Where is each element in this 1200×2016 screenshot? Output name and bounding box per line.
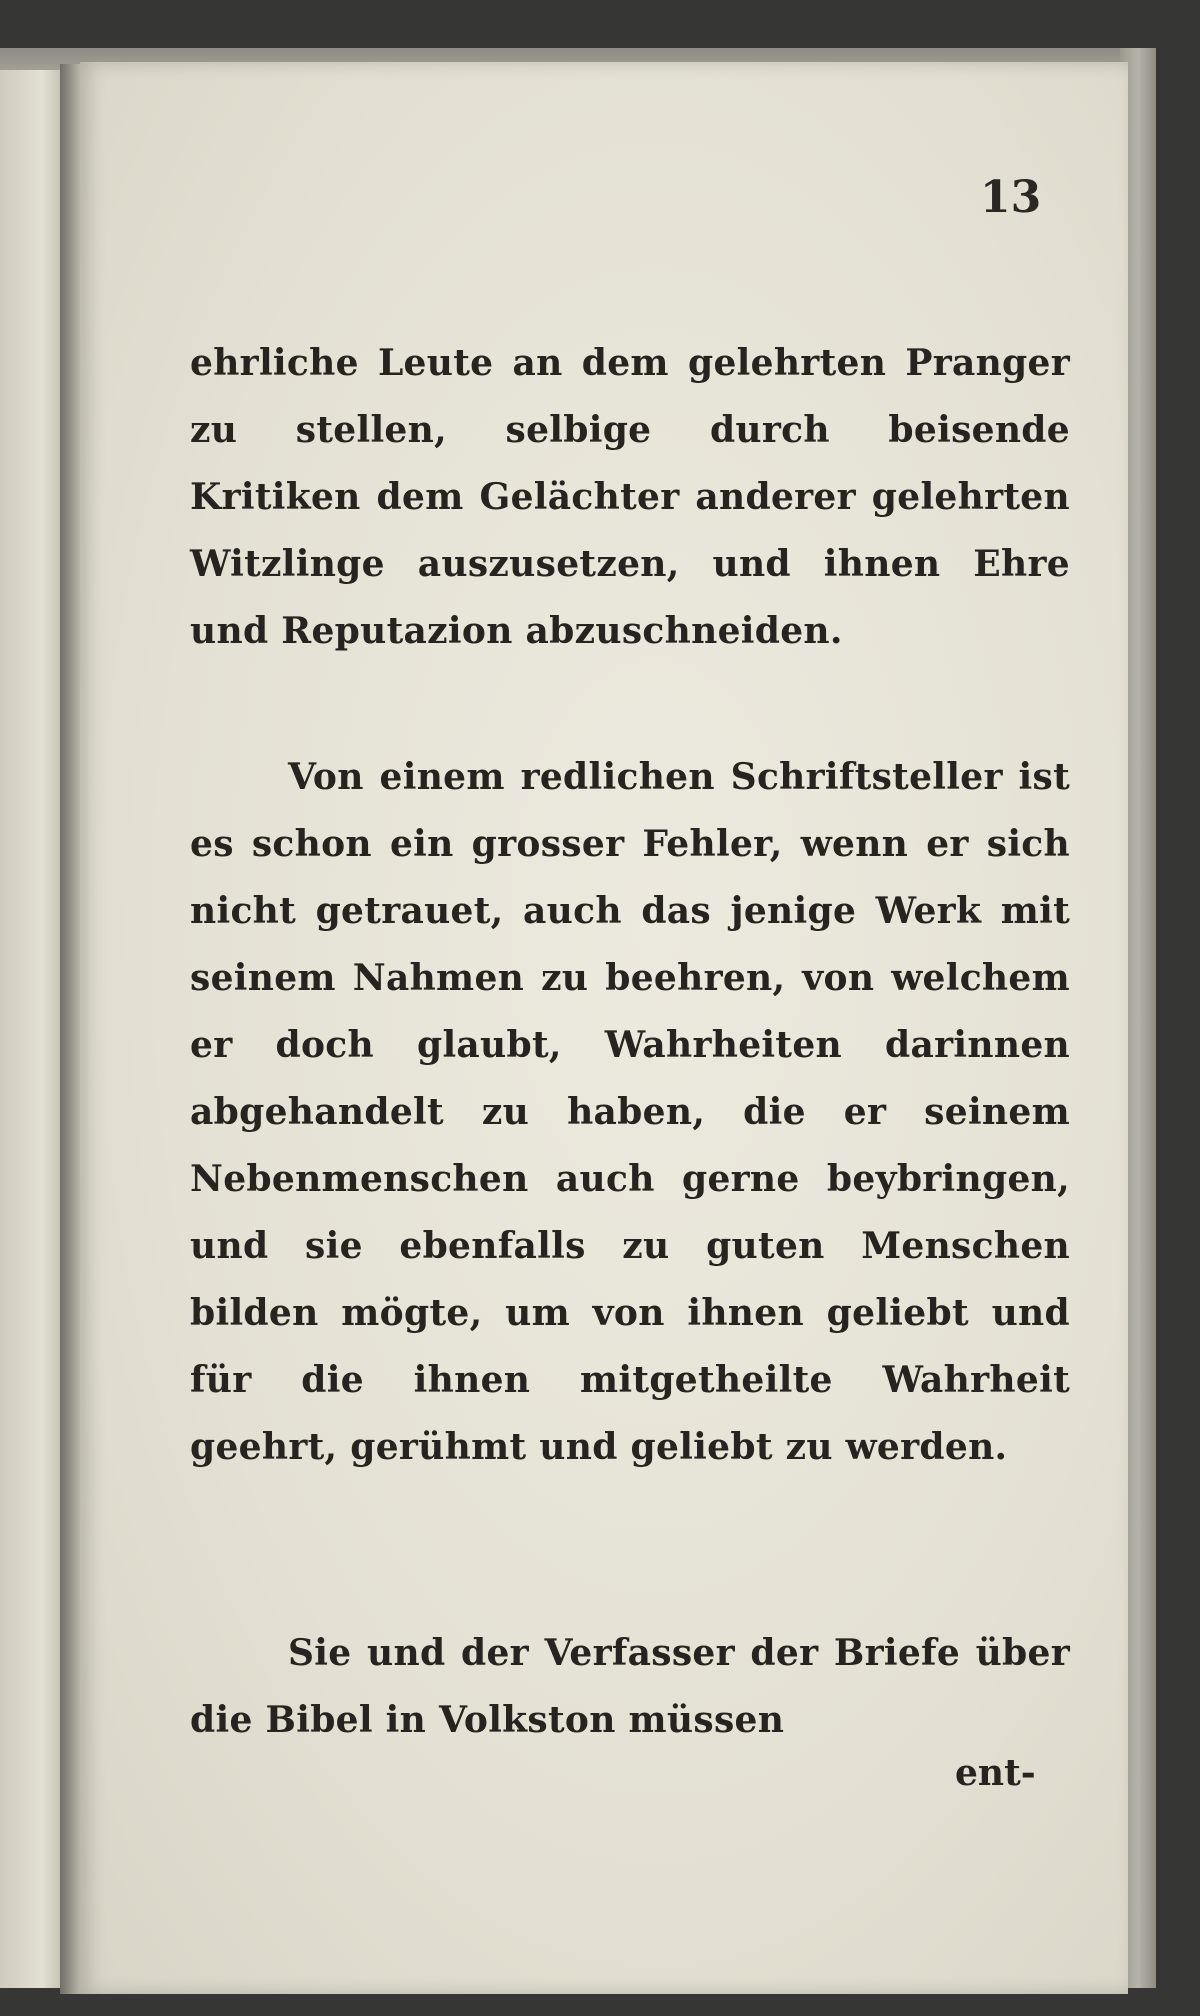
book-page [80,62,1128,1994]
paragraph-2: Von einem redlichen Schriftsteller ist es schon ein grosser Fehler, wenn er sich nicht getrauet, auch das jenige Werk mit seinem Nahmen zu beehren, von welchem er doch glaubt, Wahrheiten darinnen abgehandelt zu haben, die er seinem Nebenmenschen auch gerne beybringen, und sie ebenfalls zu guten Menschen bilden mögte, um von ihnen geliebt und für die ihnen mitgetheilte Wahrheit geehrt, gerühmt und geliebt zu werden. [190,756,1070,1468]
catchword: ent- [955,1752,1036,1794]
page-number: 13 [980,172,1042,223]
paragraph-3: Sie und der Verfasser der Briefe über die Bibel in Volkston müssen [190,1632,1070,1741]
paragraph-1: ehrliche Leute an dem gelehrten Pranger zu stellen, selbige durch beisende Kritiken dem Gelächter anderer gelehrten Witzlinge auszusetzen, und ihnen Ehre und Reputazion abzuschneiden. [190,342,1070,652]
